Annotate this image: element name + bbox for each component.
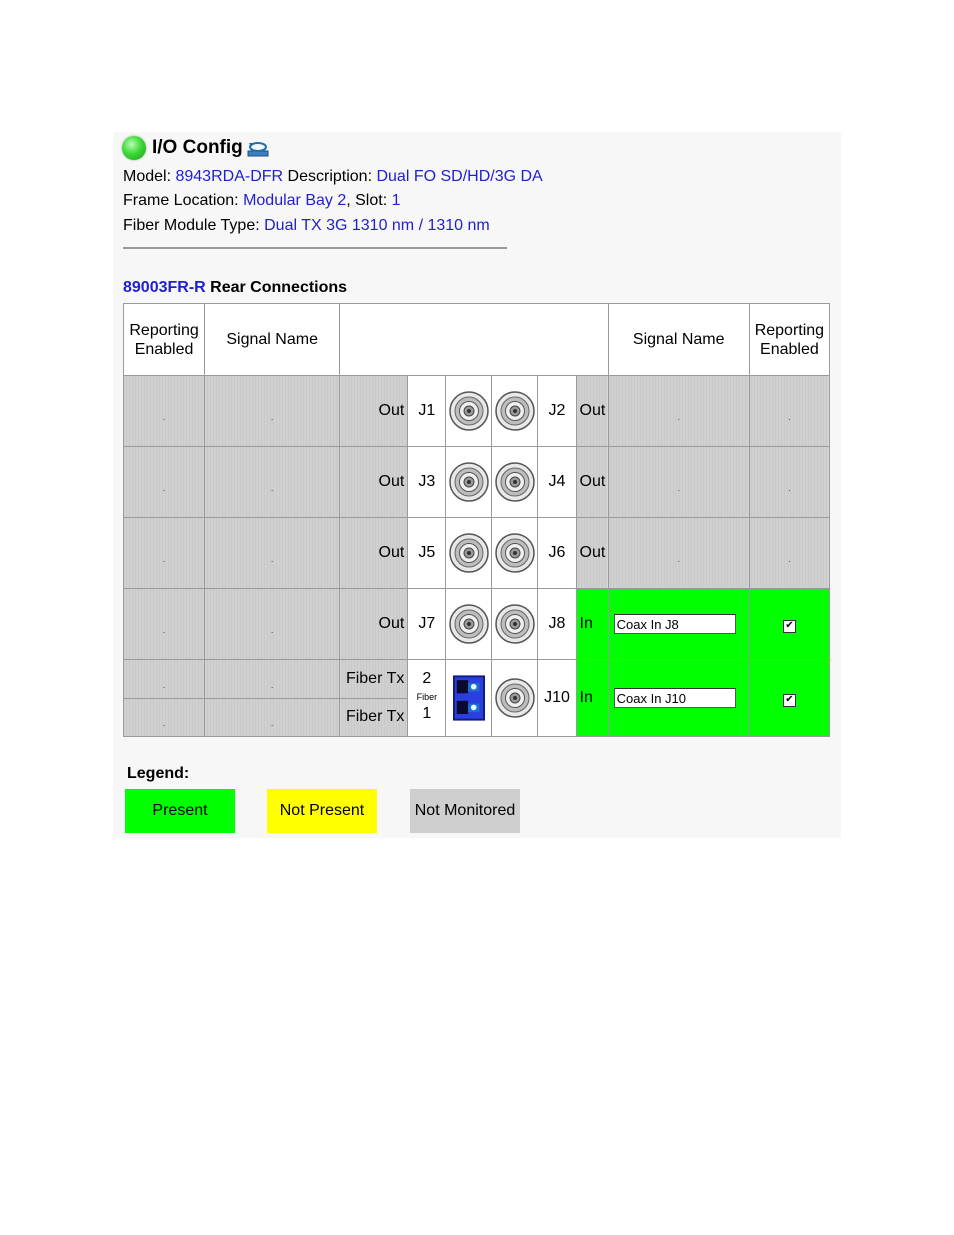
left-direction: Out xyxy=(340,376,408,447)
reporting-placeholder: . xyxy=(162,483,166,493)
signal-placeholder: . xyxy=(270,483,274,493)
fiber-connector-icon[interactable] xyxy=(446,675,491,721)
model-line xyxy=(123,168,543,186)
frame-line xyxy=(123,192,401,210)
signal-placeholder: . xyxy=(270,412,274,422)
right-direction: Out xyxy=(576,447,608,518)
io-config-header xyxy=(122,134,269,162)
reporting-placeholder: . xyxy=(162,554,166,564)
fiber-line xyxy=(123,217,490,235)
header-connector-area xyxy=(340,304,608,376)
legend-not-monitored xyxy=(410,789,520,833)
legend-present xyxy=(125,789,235,833)
fiber-module-value: Dual TX 3G 1310 nm / 1310 nm xyxy=(264,217,490,234)
reporting-placeholder: . xyxy=(162,718,166,729)
left-jack-label: J5 xyxy=(408,518,446,589)
header-signal-name-left: Signal Name xyxy=(205,304,340,376)
bnc-connector-icon[interactable] xyxy=(446,533,491,573)
rear-label: Rear Connections xyxy=(210,279,348,296)
signal-placeholder: . xyxy=(270,679,274,690)
reporting-placeholder: . xyxy=(788,483,791,493)
reporting-enabled-checkbox-j8[interactable]: ✔ xyxy=(783,620,796,633)
right-jack-label: J8 xyxy=(538,589,576,660)
reporting-enabled-checkbox-j10[interactable]: ✔ xyxy=(783,694,796,707)
reporting-placeholder: . xyxy=(162,412,166,422)
left-jack-label: J1 xyxy=(408,376,446,447)
fiber-number-2: 2 xyxy=(422,670,432,687)
rear-model: 89003FR-R xyxy=(123,279,206,296)
left-jack-label: J7 xyxy=(408,589,446,660)
right-jack-label: J10 xyxy=(538,660,576,737)
signal-placeholder: . xyxy=(270,625,274,635)
frame-label: Frame Location: xyxy=(123,192,239,209)
bnc-connector-icon[interactable] xyxy=(446,462,491,502)
signal-placeholder: . xyxy=(677,412,680,422)
signal-placeholder: . xyxy=(270,718,274,729)
rear-connections-title xyxy=(123,279,347,297)
bnc-connector-icon[interactable] xyxy=(492,462,537,502)
left-direction: Out xyxy=(340,447,408,518)
table-header-row xyxy=(124,304,830,376)
table-row xyxy=(124,589,830,660)
reporting-placeholder: . xyxy=(162,679,166,690)
fiber-tx-label-bottom: Fiber Tx xyxy=(340,698,408,737)
legend-not-monitored-label: Not Monitored xyxy=(414,802,516,819)
rear-connections-table xyxy=(123,303,830,737)
bnc-connector-icon[interactable] xyxy=(492,391,537,431)
bnc-connector-icon[interactable] xyxy=(446,604,491,644)
refresh-icon[interactable] xyxy=(247,139,269,157)
bnc-connector-icon[interactable] xyxy=(492,678,537,718)
divider xyxy=(123,247,507,249)
header-signal-name-right: Signal Name xyxy=(608,304,749,376)
fiber-caption: Fiber xyxy=(416,692,438,702)
right-jack-label: J2 xyxy=(538,376,576,447)
table-row xyxy=(124,447,830,518)
table-row xyxy=(124,376,830,447)
left-direction: Out xyxy=(340,518,408,589)
table-row xyxy=(124,518,830,589)
description-value: Dual FO SD/HD/3G DA xyxy=(376,168,543,185)
model-label: Model: xyxy=(123,168,172,185)
model-value: 8943RDA-DFR xyxy=(175,168,284,185)
fiber-number-1: 1 xyxy=(422,705,432,722)
bnc-connector-icon[interactable] xyxy=(492,604,537,644)
reporting-placeholder: . xyxy=(162,625,166,635)
right-direction: Out xyxy=(576,376,608,447)
signal-name-input-j10[interactable] xyxy=(614,688,736,708)
description-label: Description: xyxy=(287,168,373,185)
slot-label: , Slot: xyxy=(346,192,388,209)
signal-placeholder: . xyxy=(270,554,274,564)
right-direction: In xyxy=(576,589,608,660)
legend-title: Legend: xyxy=(127,765,190,782)
header-reporting-enabled-left: Reporting Enabled xyxy=(124,304,205,376)
table-row-fiber xyxy=(124,660,830,699)
bnc-connector-icon[interactable] xyxy=(492,533,537,573)
right-jack-label: J6 xyxy=(538,518,576,589)
fiber-tx-label-top: Fiber Tx xyxy=(340,660,408,699)
signal-placeholder: . xyxy=(677,554,680,564)
legend-not-present xyxy=(267,789,377,833)
signal-placeholder: . xyxy=(677,483,680,493)
page-title: I/O Config xyxy=(152,137,243,158)
status-led-icon xyxy=(122,136,146,160)
bnc-connector-icon[interactable] xyxy=(446,391,491,431)
legend-present-label: Present xyxy=(152,802,208,819)
reporting-placeholder: . xyxy=(788,554,791,564)
fiber-module-label: Fiber Module Type: xyxy=(123,217,260,234)
reporting-placeholder: . xyxy=(788,412,791,422)
right-jack-label: J4 xyxy=(538,447,576,518)
right-direction: In xyxy=(576,660,608,737)
signal-name-input-j8[interactable] xyxy=(614,614,736,634)
left-direction: Out xyxy=(340,589,408,660)
left-jack-label: J3 xyxy=(408,447,446,518)
legend-not-present-label: Not Present xyxy=(279,802,365,819)
frame-value: Modular Bay 2 xyxy=(243,192,347,209)
fiber-number-cell xyxy=(408,660,445,736)
right-direction: Out xyxy=(576,518,608,589)
header-reporting-enabled-right: Reporting Enabled xyxy=(749,304,829,376)
slot-value: 1 xyxy=(391,192,401,209)
